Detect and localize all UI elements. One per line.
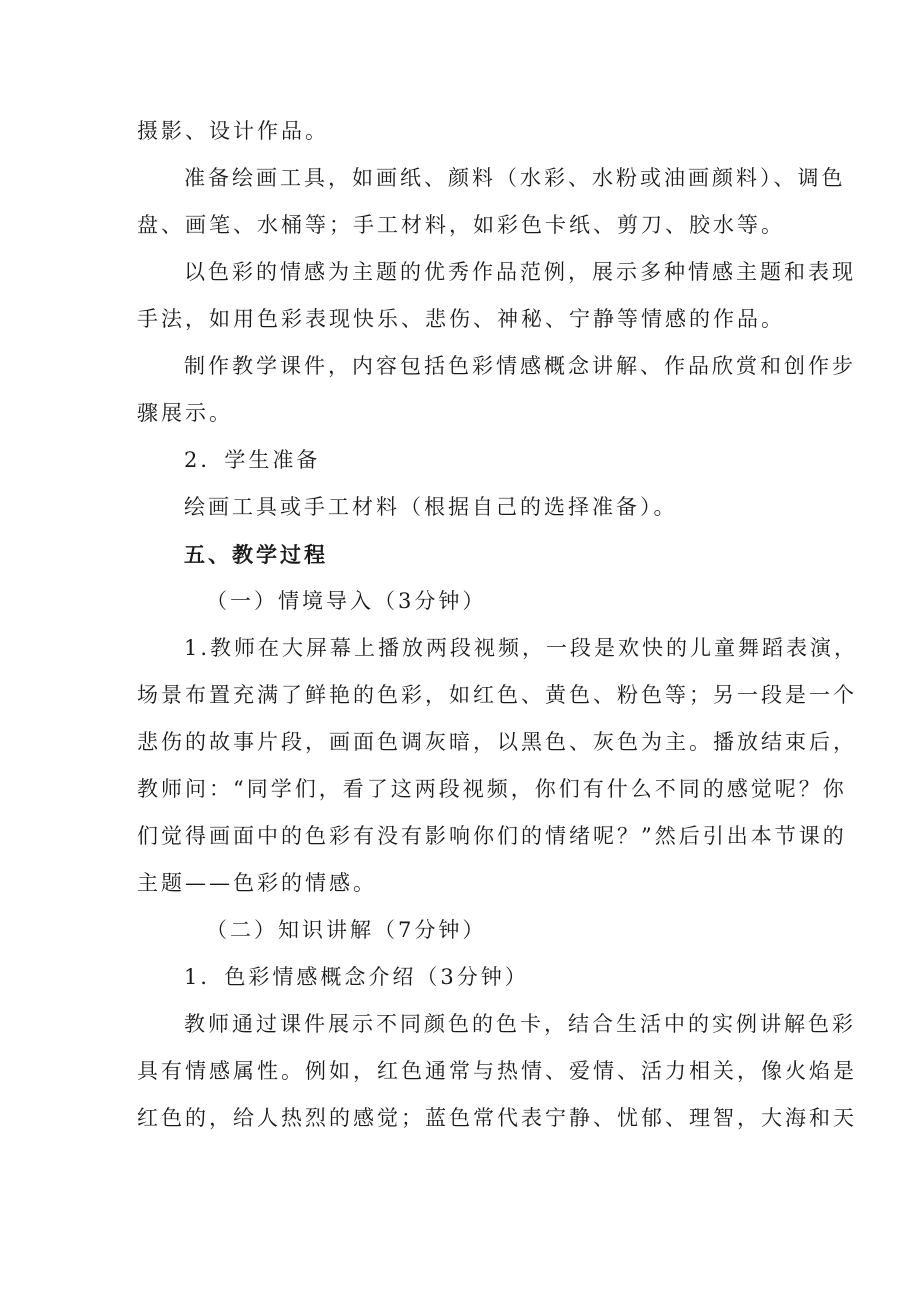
text-line: 主题——色彩的情感。 [137, 871, 377, 895]
text-line: 悲伤的故事片段，画面色调灰暗，以黑色、灰色为主。播放结束后， [137, 730, 857, 754]
text-line: 骤展示。 [137, 401, 233, 425]
section-heading: 五、教学过程 [184, 542, 328, 567]
text-line: 盘、画笔、水桶等；手工材料，如彩色卡纸、剪刀、胶水等。 [137, 213, 785, 237]
text-line: 手法，如用色彩表现快乐、悲伤、神秘、宁静等情感的作品。 [137, 307, 785, 331]
section-subheading: 2．学生准备 [184, 448, 321, 472]
text-line: 具有情感属性。例如，红色通常与热情、爱情、活力相关，像火焰是 [137, 1059, 857, 1083]
text-line: 1.教师在大屏幕上播放两段视频，一段是欢快的儿童舞蹈表演， [184, 636, 859, 660]
text-line: 场景布置充满了鲜艳的色彩，如红色、黄色、粉色等；另一段是一个 [137, 683, 857, 707]
text-line: 以色彩的情感为主题的优秀作品范例，展示多种情感主题和表现 [184, 260, 856, 284]
section-subheading: 1．色彩情感概念介绍（3分钟） [184, 965, 529, 989]
section-subheading: （一）情境导入（3分钟） [206, 589, 487, 613]
text-line: 教师通过课件展示不同颜色的色卡，结合生活中的实例讲解色彩 [184, 1012, 856, 1036]
text-line: 红色的，给人热烈的感觉；蓝色常代表宁静、忧郁、理智，大海和天 [137, 1106, 857, 1130]
text-line: 们觉得画面中的色彩有没有影响你们的情绪呢？”然后引出本节课的 [137, 824, 847, 848]
document-body [137, 108, 859, 1142]
text-line: 教师问：“同学们，看了这两段视频，你们有什么不同的感觉呢？你 [137, 777, 847, 801]
text-line: 准备绘画工具，如画纸、颜料（水彩、水粉或油画颜料）、调色 [184, 166, 846, 190]
text-line: 绘画工具或手工材料（根据自己的选择准备）。 [184, 495, 678, 519]
text-line: 制作教学课件，内容包括色彩情感概念讲解、作品欣赏和创作步 [184, 354, 856, 378]
text-line: 摄影、设计作品。 [137, 119, 329, 143]
section-subheading: （二）知识讲解（7分钟） [206, 918, 487, 942]
